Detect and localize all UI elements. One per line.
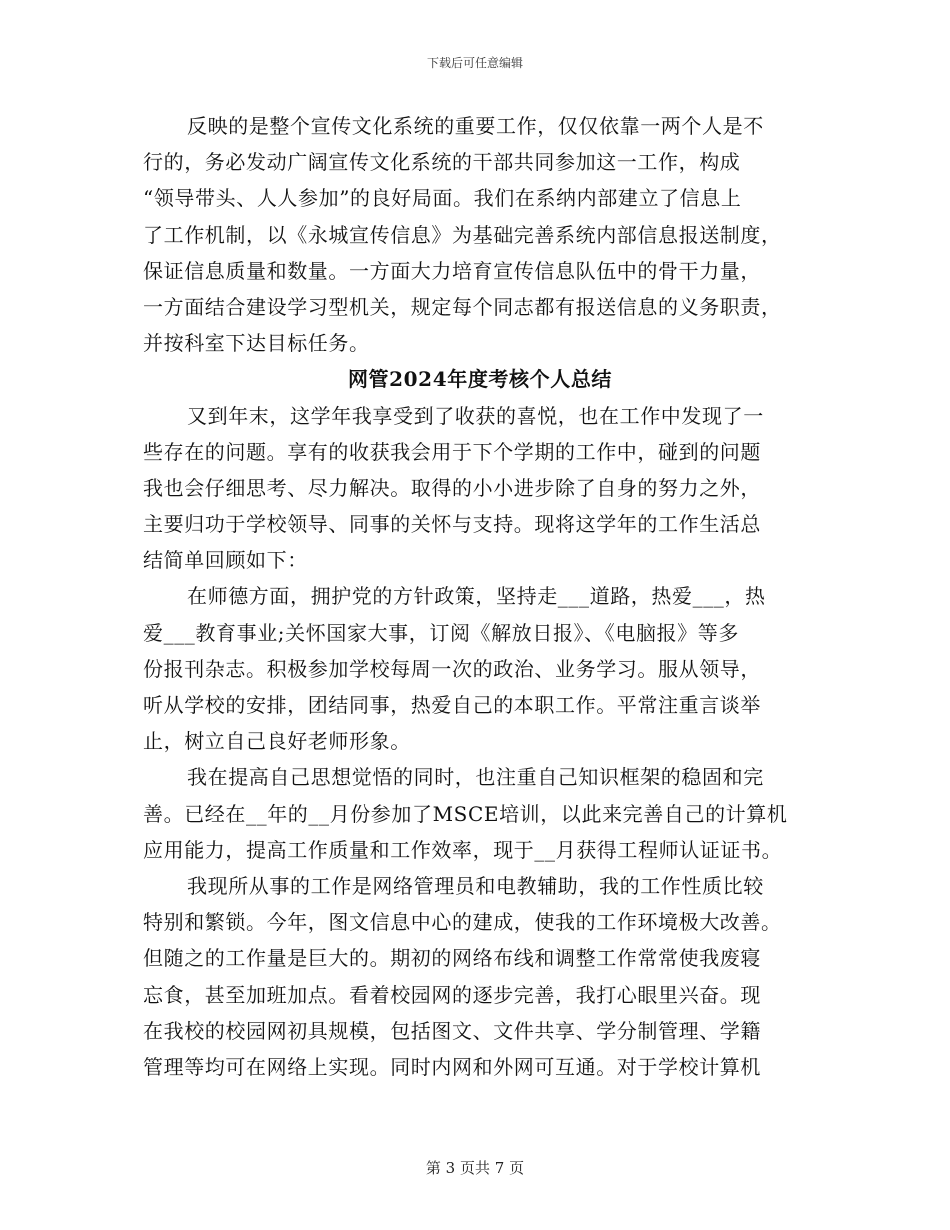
text-line: 听从学校的安排，团结同事，热爱自己的本职工作。平常注重言谈举 <box>143 693 761 717</box>
text-line: “领导带头、人人参加”的良好局面。我们在系纳内部建立了信息上 <box>143 186 742 211</box>
text-line: 善。已经在__年的__月份参加了MSCE培训，以此来完善自己的计算机 <box>143 801 788 826</box>
text-line: 份报刊杂志。积极参加学校每周一次的政治、业务学习。服从领导， <box>143 656 761 681</box>
text-line: 结简单回顾如下： <box>143 548 308 573</box>
text-line: 应用能力，提高工作质量和工作效率，现于__月获得工程师认证证书。 <box>143 837 783 862</box>
page-footer: 第 3 页共 7 页 <box>425 1159 525 1177</box>
document-body <box>143 108 803 1085</box>
text-line: 在师德方面，拥护党的方针政策，坚持走___道路，热爱___，热 <box>187 584 766 609</box>
text-line: 主要归功于学校领导、同事的关怀与支持。现将这学年的工作生活总 <box>143 512 761 537</box>
text-line: 反映的是整个宣传文化系统的重要工作，仅仅依靠一两个人是不 <box>187 114 764 138</box>
text-line: 忘食，甚至加班加点。看着校园网的逐步完善，我打心眼里兴奋。现 <box>143 982 761 1007</box>
text-line: 在我校的校园网初具规模，包括图文、文件共享、学分制管理、学籍 <box>143 1018 761 1043</box>
text-line: 行的，务必发动广阔宣传文化系统的干部共同参加这一工作，构成 <box>143 150 741 175</box>
text-line: 爱___教育事业;关怀国家大事，订阅《解放日报》、《电脑报》等多 <box>143 620 739 645</box>
text-line: 我也会仔细思考、尽力解决。取得的小小进步除了自身的努力之外， <box>143 475 761 500</box>
page-header: 下载后可任意编辑 <box>426 56 523 70</box>
text-line: 我现所从事的工作是网络管理员和电教辅助，我的工作性质比较 <box>187 873 764 898</box>
text-line: 了工作机制，以《永城宣传信息》为基础完善系统内部信息报送制度， <box>143 222 782 247</box>
text-line: 止，树立自己良好老师形象。 <box>143 729 411 754</box>
text-line: 保证信息质量和数量。一方面大力培育宣传信息队伍中的骨干力量， <box>143 258 761 283</box>
text-line: 一方面结合建设学习型机关，规定每个同志都有报送信息的义务职责， <box>143 294 782 319</box>
text-line: 我在提高自己思想觉悟的同时，也注重自己知识框架的稳固和完 <box>187 765 764 790</box>
text-line: 但随之的工作量是巨大的。期初的网络布线和调整工作常常使我废寝 <box>143 946 761 971</box>
section-title: 网管2024年度考核个人总结 <box>347 367 613 392</box>
text-line: 并按科室下达目标任务。 <box>143 331 370 356</box>
text-line: 些存在的问题。享有的收获我会用于下个学期的工作中，碰到的问题 <box>143 439 761 464</box>
text-line: 管理等均可在网络上实现。同时内网和外网可互通。对于学校计算机 <box>143 1054 761 1079</box>
text-line: 特别和繁锁。今年，图文信息中心的建成，使我的工作环境极大改善。 <box>143 910 782 935</box>
text-line: 又到年末，这学年我享受到了收获的喜悦，也在工作中发现了一 <box>187 403 764 428</box>
